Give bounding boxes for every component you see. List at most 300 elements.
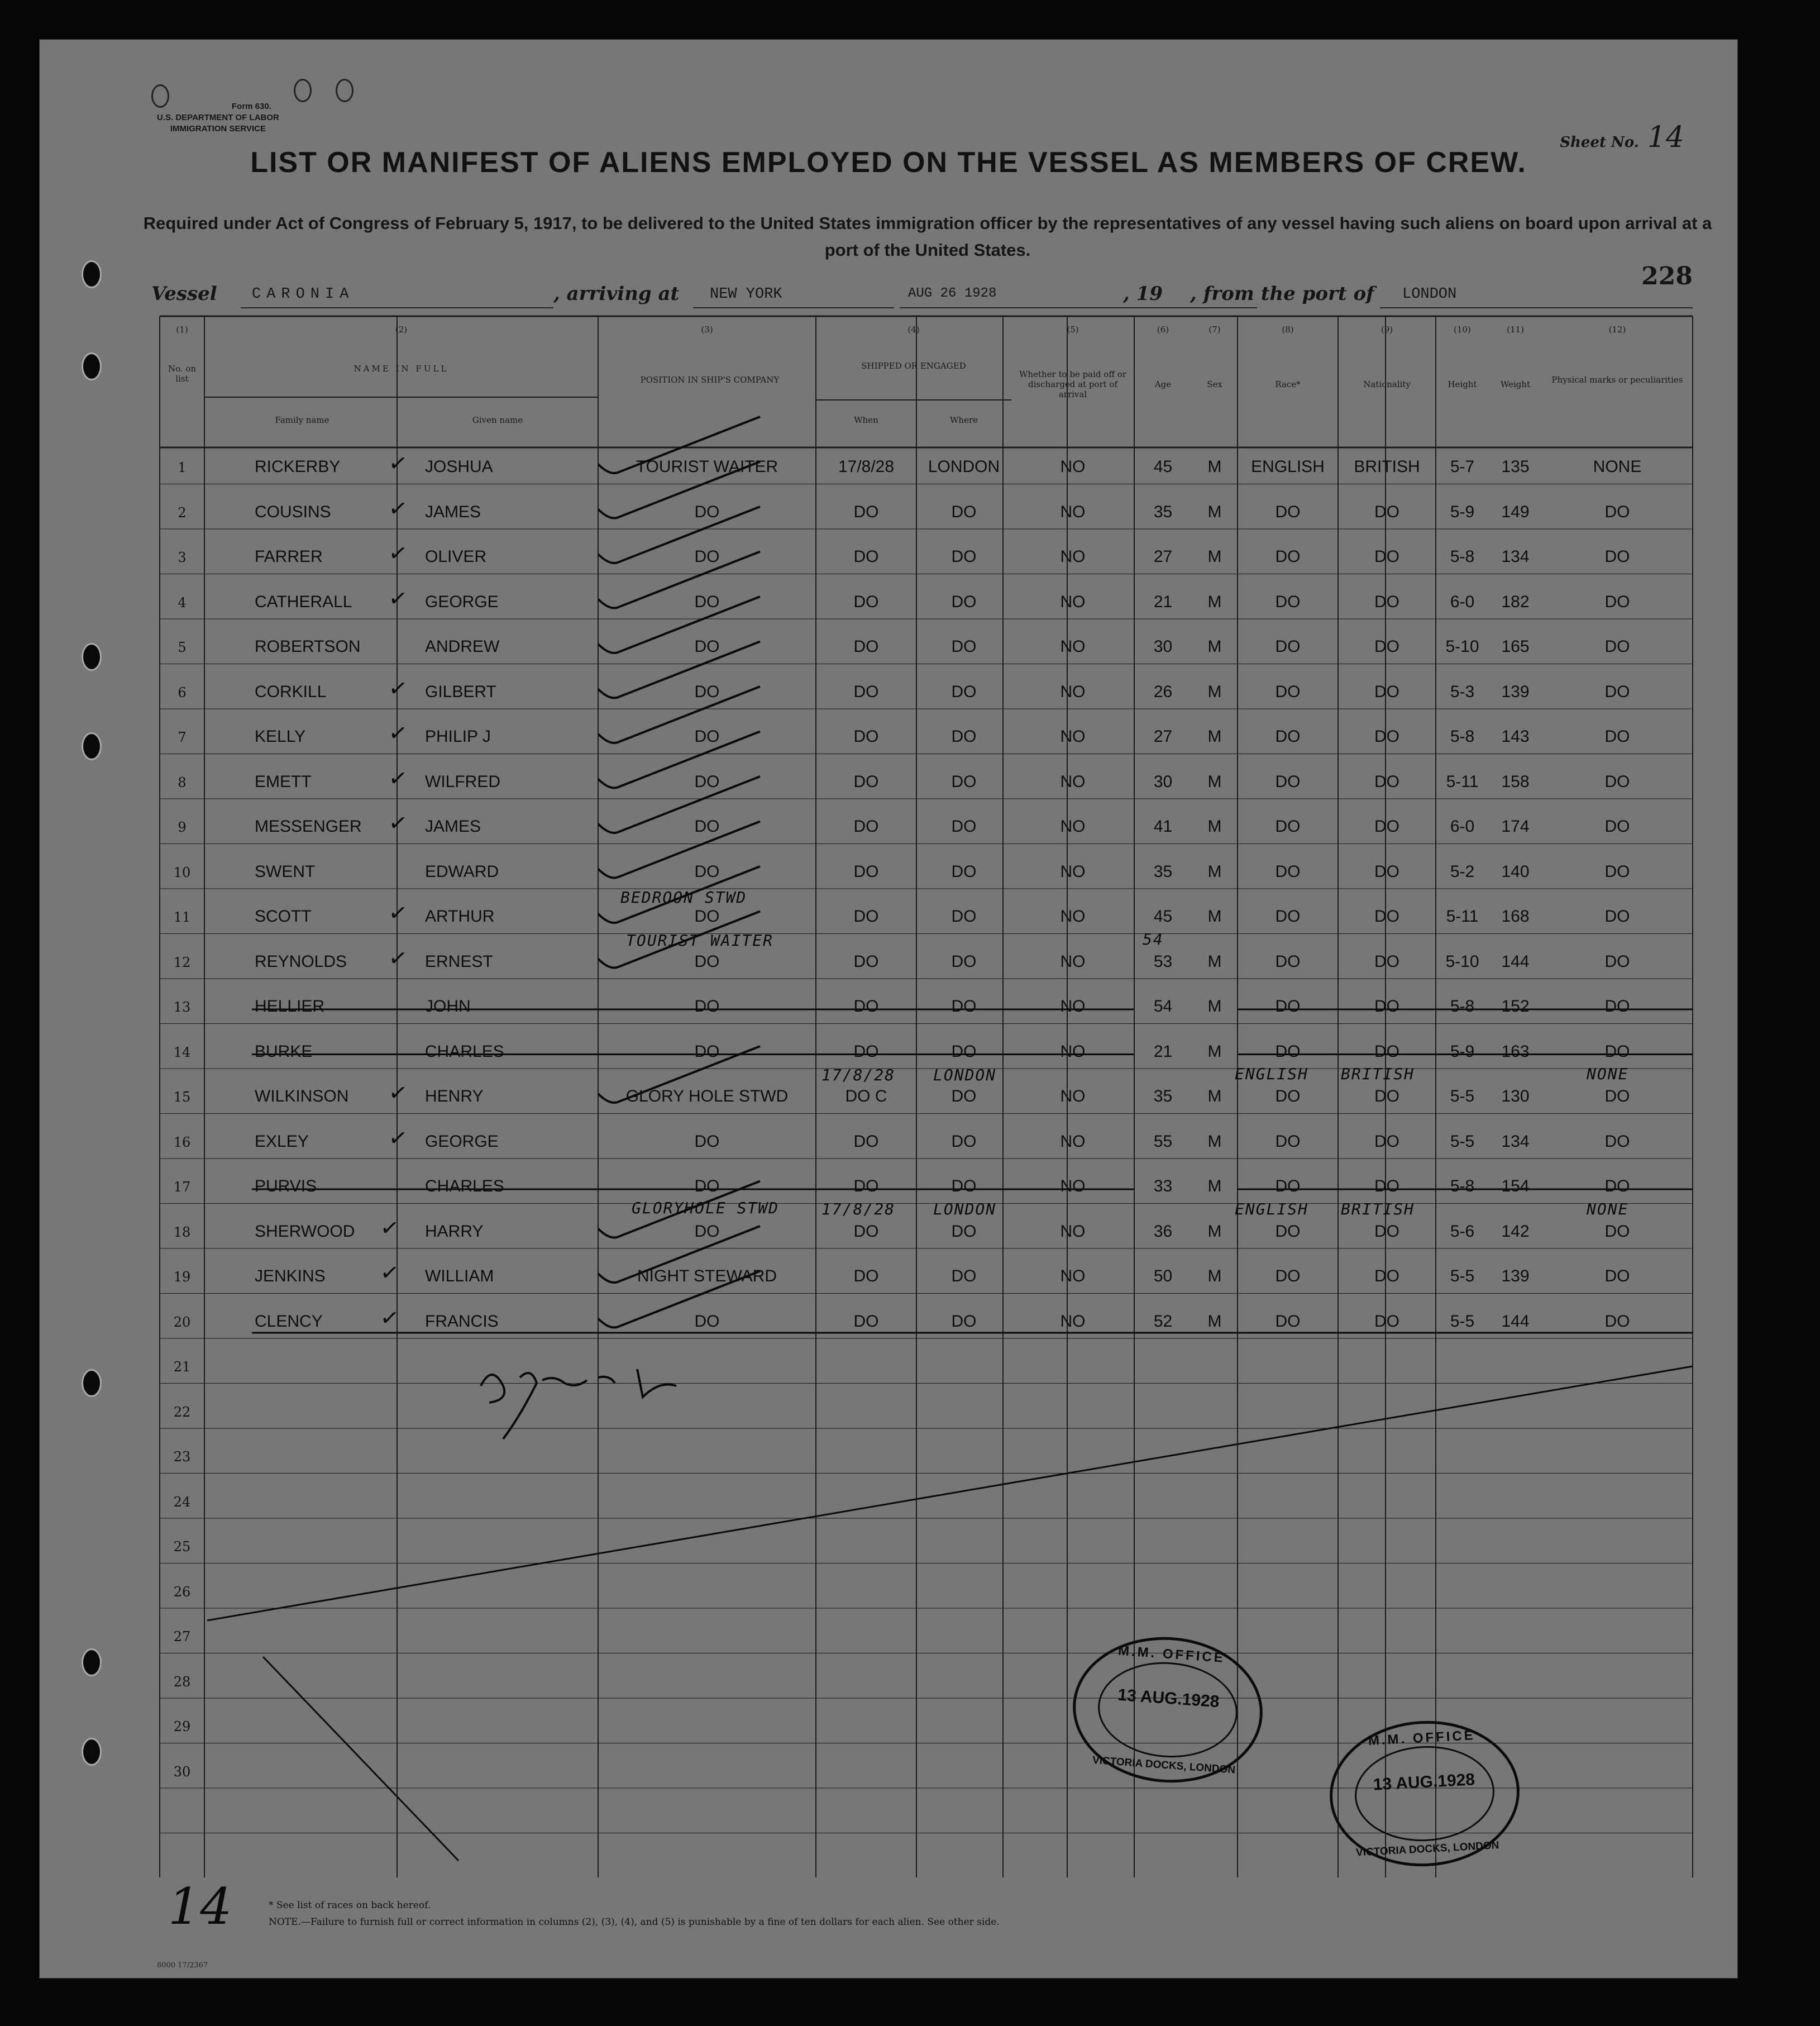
column-number: (4): [907, 325, 920, 335]
family-name-cell: SWENT: [255, 862, 316, 881]
sex-cell: M: [1207, 1132, 1222, 1151]
family-name-cell: KELLY: [255, 727, 306, 746]
check-mark-icon: ✓: [386, 1124, 409, 1152]
handwritten-position: BEDROON STWD: [620, 888, 747, 907]
race-cell: DO: [1275, 772, 1301, 791]
marks-cell: DO: [1604, 817, 1630, 836]
age-cell: 36: [1153, 1222, 1173, 1241]
header-nationality: Nationality: [1363, 379, 1411, 389]
row-number: 5: [178, 640, 187, 655]
height-cell: 5-8: [1450, 1177, 1475, 1195]
given-name-cell: EDWARD: [425, 862, 499, 881]
family-name-cell: CORKILL: [255, 682, 327, 701]
header-age: Age: [1154, 379, 1172, 389]
nationality-cell: DO: [1374, 952, 1399, 971]
paid-off-cell: NO: [1060, 502, 1086, 521]
nationality-cell: DO: [1374, 592, 1399, 611]
age-cell: 45: [1153, 457, 1173, 476]
given-name-cell: JOHN: [425, 997, 471, 1016]
weight-cell: 134: [1501, 1132, 1530, 1151]
when-cell: DO: [853, 1042, 879, 1061]
vessel-label: Vessel: [151, 283, 217, 305]
race-cell: DO: [1275, 907, 1301, 926]
footer-notes: [269, 1897, 1000, 1930]
weight-cell: 154: [1501, 1177, 1530, 1195]
when-cell: DO: [853, 952, 879, 971]
where-cell: DO: [951, 817, 977, 836]
race-cell: DO: [1275, 727, 1301, 746]
weight-cell: 143: [1501, 727, 1530, 746]
vessel-name: CARONIA: [252, 286, 355, 303]
sex-cell: M: [1207, 862, 1222, 881]
marks-cell: DO: [1604, 727, 1630, 746]
family-name-cell: COUSINS: [255, 502, 331, 521]
arriving-label: , arriving at: [553, 283, 680, 305]
where-cell: LONDON: [928, 457, 1000, 476]
column-number: (12): [1608, 325, 1626, 335]
sex-cell: M: [1207, 727, 1222, 746]
position-cell: DO: [694, 997, 720, 1016]
where-cell: DO: [951, 1042, 977, 1061]
height-cell: 6-0: [1450, 817, 1475, 836]
header-name-in-full: NAME IN FULL: [354, 364, 449, 374]
race-cell: DO: [1275, 1087, 1301, 1105]
paid-off-cell: NO: [1060, 1177, 1086, 1195]
when-cell: DO: [853, 997, 879, 1016]
row-number: 7: [178, 730, 187, 745]
nationality-cell: BRITISH: [1354, 457, 1420, 476]
age-cell: 30: [1153, 637, 1173, 656]
weight-cell: 135: [1501, 457, 1530, 476]
row-number: 17: [173, 1179, 191, 1195]
age-cell: 55: [1153, 1132, 1173, 1151]
paid-off-cell: NO: [1060, 1222, 1086, 1241]
when-cell: DO: [853, 682, 879, 701]
nationality-cell: DO: [1374, 682, 1399, 701]
height-cell: 5-8: [1450, 547, 1475, 566]
given-name-cell: GEORGE: [425, 1132, 499, 1151]
paid-off-cell: NO: [1060, 862, 1086, 881]
nationality-cell: DO: [1374, 1132, 1399, 1151]
height-cell: 5-3: [1450, 682, 1475, 701]
form-number: Form 630.: [232, 102, 271, 111]
row-number: 6: [178, 684, 187, 700]
marks-cell: DO: [1604, 1132, 1630, 1151]
row-number: 12: [173, 954, 191, 970]
check-mark-icon: ✓: [386, 539, 409, 568]
vessel-underline: [241, 307, 553, 308]
sex-cell: M: [1207, 637, 1222, 656]
from-underline: [1380, 307, 1693, 308]
service-name: IMMIGRATION SERVICE: [170, 124, 266, 134]
check-mark-icon: ✓: [386, 449, 409, 478]
print-code: 8000 17/2367: [157, 1961, 208, 1970]
weight-cell: 139: [1501, 682, 1530, 701]
marks-cell: DO: [1604, 1267, 1630, 1285]
paid-off-cell: NO: [1060, 772, 1086, 791]
binder-hole: [82, 1648, 102, 1676]
age-cell: 41: [1153, 817, 1173, 836]
handwritten-marks: NONE: [1587, 1065, 1629, 1083]
when-cell: DO: [853, 637, 879, 656]
stamp-top-text: M.M. OFFICE: [1117, 1643, 1226, 1666]
age-cell: 35: [1153, 862, 1173, 881]
race-cell: DO: [1275, 862, 1301, 881]
age-cell: 45: [1153, 907, 1173, 926]
sex-cell: M: [1207, 682, 1222, 701]
weight-cell: 144: [1501, 1312, 1530, 1331]
when-cell: DO: [853, 502, 879, 521]
stamp-date: 13 AUG.1928: [1373, 1770, 1475, 1794]
paid-off-cell: NO: [1060, 457, 1086, 476]
where-cell: DO: [951, 772, 977, 791]
column-number: (2): [395, 325, 408, 335]
family-name-cell: WILKINSON: [255, 1087, 349, 1105]
marks-cell: DO: [1604, 502, 1630, 521]
age-cell: 21: [1153, 1042, 1173, 1061]
paid-off-cell: NO: [1060, 907, 1086, 926]
race-cell: DO: [1275, 1042, 1301, 1061]
sex-cell: M: [1207, 952, 1222, 971]
row-number: 3: [178, 550, 187, 565]
where-cell: DO: [951, 1132, 977, 1151]
check-mark-icon: ✓: [378, 1258, 401, 1288]
handwritten-race: ENGLISH: [1235, 1065, 1309, 1083]
paid-off-cell: NO: [1060, 1087, 1086, 1105]
height-cell: 5-8: [1450, 997, 1475, 1016]
position-cell: DO: [694, 1177, 720, 1195]
when-cell: DO: [853, 862, 879, 881]
where-cell: DO: [951, 637, 977, 656]
marks-cell: DO: [1604, 862, 1630, 881]
weight-cell: 139: [1501, 1267, 1530, 1285]
height-cell: 5-5: [1450, 1267, 1475, 1285]
header-weight: Weight: [1500, 379, 1531, 389]
paid-off-cell: NO: [1060, 1312, 1086, 1331]
race-cell: DO: [1275, 502, 1301, 521]
family-name-cell: HELLIER: [255, 997, 325, 1016]
height-cell: 5-5: [1450, 1312, 1475, 1331]
binder-hole: [82, 1738, 102, 1766]
marks-cell: DO: [1604, 907, 1630, 926]
column-number: (9): [1380, 325, 1393, 335]
where-cell: DO: [951, 1267, 977, 1285]
when-cell: DO: [853, 727, 879, 746]
header-sex: Sex: [1207, 379, 1222, 389]
marks-cell: DO: [1604, 592, 1630, 611]
row-number: 10: [173, 864, 191, 880]
row-number: 26: [173, 1584, 191, 1600]
row-number: 28: [173, 1674, 191, 1690]
nationality-cell: DO: [1374, 1177, 1399, 1195]
header-shipped-engaged: SHIPPED OR ENGAGED: [861, 361, 966, 371]
stamp-bottom-text: VICTORIA DOCKS, LONDON: [1092, 1754, 1236, 1776]
column-number: (6): [1157, 325, 1169, 335]
column-number: (8): [1282, 325, 1294, 335]
height-cell: 5-6: [1450, 1222, 1475, 1241]
family-name-cell: REYNOLDS: [255, 952, 347, 971]
row-number: 14: [173, 1044, 191, 1060]
when-cell: DO C: [845, 1087, 887, 1105]
column-number: (1): [176, 325, 188, 335]
marks-cell: DO: [1604, 772, 1630, 791]
handwritten-when: 17/8/28: [821, 1199, 896, 1218]
nationality-cell: DO: [1374, 547, 1399, 566]
page-title: LIST OR MANIFEST OF ALIENS EMPLOYED ON THE VESSEL AS MEMBERS OF CREW.: [250, 146, 1527, 179]
weight-cell: 165: [1501, 637, 1530, 656]
age-cell: 21: [1153, 592, 1173, 611]
sex-cell: M: [1207, 1042, 1222, 1061]
height-cell: 5-10: [1445, 637, 1479, 656]
paid-off-cell: NO: [1060, 727, 1086, 746]
position-cell: NIGHT STEWARD: [637, 1267, 777, 1285]
race-cell: DO: [1275, 682, 1301, 701]
position-cell: DO: [694, 1222, 720, 1241]
check-mark-icon: ✓: [386, 584, 409, 613]
given-name-cell: HARRY: [425, 1222, 484, 1241]
paid-off-cell: NO: [1060, 637, 1086, 656]
header-family-name: Family name: [275, 415, 329, 425]
row-number: 15: [173, 1089, 191, 1105]
paid-off-cell: NO: [1060, 547, 1086, 566]
binder-hole: [82, 732, 102, 760]
where-cell: DO: [951, 682, 977, 701]
sex-cell: M: [1207, 772, 1222, 791]
marks-cell: DO: [1604, 997, 1630, 1016]
position-cell: DO: [694, 592, 720, 611]
column-number: (7): [1208, 325, 1221, 335]
department-name: U.S. DEPARTMENT OF LABOR: [157, 113, 279, 122]
check-mark-icon: ✓: [386, 899, 409, 928]
vessel-line: [151, 283, 1693, 316]
check-mark-icon: ✓: [386, 674, 409, 703]
header-when: When: [854, 415, 878, 425]
cancel-diagonal-line: [263, 1657, 458, 1861]
age-cell: 26: [1153, 682, 1173, 701]
where-cell: DO: [951, 592, 977, 611]
when-cell: DO: [853, 1132, 879, 1151]
row-number: 8: [178, 774, 187, 790]
binder-hole: [82, 1369, 102, 1397]
weight-cell: 163: [1501, 1042, 1530, 1061]
nationality-cell: DO: [1374, 862, 1399, 881]
punch-hole-mark: [336, 79, 354, 102]
height-cell: 6-0: [1450, 592, 1475, 611]
row-number: 24: [173, 1494, 191, 1510]
office-stamp: [1068, 1631, 1267, 1789]
year-label: , 19: [1123, 283, 1163, 305]
manifest-page-number: 228: [1641, 262, 1693, 290]
position-cell: DO: [694, 862, 720, 881]
where-cell: DO: [951, 997, 977, 1016]
sex-cell: M: [1207, 817, 1222, 836]
where-cell: DO: [951, 907, 977, 926]
paid-off-cell: NO: [1060, 1042, 1086, 1061]
marks-cell: DO: [1604, 1177, 1630, 1195]
row-number: 21: [173, 1359, 191, 1375]
date-underline: [900, 307, 1257, 308]
stamp-bottom-text: VICTORIA DOCKS, LONDON: [1355, 1839, 1499, 1859]
position-cell: DO: [694, 907, 720, 926]
binder-hole: [82, 352, 102, 380]
race-cell: DO: [1275, 592, 1301, 611]
sex-cell: M: [1207, 457, 1222, 476]
family-name-cell: SCOTT: [255, 907, 312, 926]
handwritten-nationality: BRITISH: [1341, 1065, 1415, 1083]
where-cell: DO: [951, 1312, 977, 1331]
height-cell: 5-5: [1450, 1087, 1475, 1105]
height-cell: 5-2: [1450, 862, 1475, 881]
paid-off-cell: NO: [1060, 952, 1086, 971]
weight-cell: 140: [1501, 862, 1530, 881]
row-number: 13: [173, 999, 191, 1015]
sex-cell: M: [1207, 1267, 1222, 1285]
given-name-cell: ARTHUR: [425, 907, 495, 926]
race-cell: DO: [1275, 1222, 1301, 1241]
arriving-port: NEW YORK: [710, 286, 782, 303]
marks-cell: DO: [1604, 1087, 1630, 1105]
age-cell: 54: [1153, 997, 1173, 1016]
family-name-cell: PURVIS: [255, 1177, 317, 1195]
sex-cell: M: [1207, 997, 1222, 1016]
given-name-cell: JAMES: [425, 502, 481, 521]
row-number: 25: [173, 1539, 191, 1555]
height-cell: 5-9: [1450, 502, 1475, 521]
weight-cell: 182: [1501, 592, 1530, 611]
column-number: (5): [1067, 325, 1079, 335]
height-cell: 5-10: [1445, 952, 1479, 971]
signature-scribble: [481, 1369, 676, 1439]
sheet-number: 14: [1647, 121, 1684, 154]
stamp-top-text: M.M. OFFICE: [1368, 1728, 1476, 1749]
manifest-sheet: [39, 39, 1738, 1979]
row-number: 9: [178, 819, 187, 835]
nationality-cell: DO: [1374, 1267, 1399, 1285]
race-cell: DO: [1275, 997, 1301, 1016]
position-cell: DO: [694, 1312, 720, 1331]
position-cell: DO: [694, 772, 720, 791]
sex-cell: M: [1207, 1312, 1222, 1331]
marks-cell: NONE: [1593, 457, 1642, 476]
marks-cell: DO: [1604, 637, 1630, 656]
header-given-name: Given name: [472, 415, 523, 425]
port-underline: [693, 307, 894, 308]
age-cell: 52: [1153, 1312, 1173, 1331]
nationality-cell: DO: [1374, 1312, 1399, 1331]
weight-cell: 130: [1501, 1087, 1530, 1105]
position-cell: DO: [694, 637, 720, 656]
when-cell: DO: [853, 547, 879, 566]
height-cell: 5-11: [1446, 772, 1479, 791]
sex-cell: M: [1207, 1087, 1222, 1105]
row-number: 1: [178, 460, 187, 475]
family-name-cell: ROBERTSON: [255, 637, 361, 656]
where-cell: DO: [951, 502, 977, 521]
given-name-cell: JOSHUA: [425, 457, 493, 476]
where-cell: DO: [951, 1177, 977, 1195]
where-cell: DO: [951, 952, 977, 971]
row-number: 27: [173, 1629, 191, 1644]
nationality-cell: DO: [1374, 817, 1399, 836]
height-cell: 5-11: [1446, 907, 1479, 926]
given-name-cell: ERNEST: [425, 952, 493, 971]
when-cell: DO: [853, 1222, 879, 1241]
where-cell: DO: [951, 547, 977, 566]
check-mark-icon: ✓: [378, 1304, 401, 1332]
sheet-label: Sheet No.: [1560, 134, 1639, 151]
nationality-cell: DO: [1374, 637, 1399, 656]
given-name-cell: WILLIAM: [425, 1267, 494, 1285]
row-number: 4: [178, 594, 187, 611]
race-cell: ENGLISH: [1251, 457, 1325, 476]
height-cell: 5-7: [1450, 457, 1475, 476]
sex-cell: M: [1207, 547, 1222, 566]
handwritten-race: ENGLISH: [1235, 1199, 1309, 1218]
position-cell: DO: [694, 502, 720, 521]
nationality-cell: DO: [1374, 1222, 1399, 1241]
header-paid-off: Whether to be paid off or discharged at port of arrival: [1019, 369, 1126, 399]
family-name-cell: RICKERBY: [255, 457, 341, 476]
paid-off-cell: NO: [1060, 997, 1086, 1016]
check-mark-icon: ✓: [386, 809, 409, 838]
position-cell: DO: [694, 1132, 720, 1151]
age-cell: 33: [1153, 1177, 1173, 1195]
given-name-cell: ANDREW: [425, 637, 500, 656]
header-height: Height: [1448, 379, 1477, 389]
sex-cell: M: [1207, 1222, 1222, 1241]
position-cell: TOURIST WAITER: [636, 457, 778, 476]
header-where: Where: [949, 415, 978, 425]
binder-hole: [82, 260, 102, 288]
race-cell: DO: [1275, 547, 1301, 566]
nationality-cell: DO: [1374, 997, 1399, 1016]
when-cell: DO: [853, 907, 879, 926]
row-number: 2: [178, 504, 187, 521]
given-name-cell: CHARLES: [425, 1042, 504, 1061]
header-position: POSITION IN SHIP'S COMPANY: [640, 375, 780, 385]
check-mark-icon: ✓: [386, 764, 409, 793]
weight-cell: 174: [1501, 817, 1530, 836]
marks-cell: DO: [1604, 547, 1630, 566]
handwritten-where: LONDON: [933, 1199, 997, 1218]
family-name-cell: JENKINS: [255, 1267, 326, 1285]
footnote-races: * See list of races on back hereof.: [269, 1900, 431, 1911]
race-cell: DO: [1275, 1267, 1301, 1285]
age-cell: 35: [1153, 502, 1173, 521]
family-name-cell: MESSENGER: [255, 817, 362, 836]
position-cell: DO: [694, 727, 720, 746]
race-cell: DO: [1275, 1132, 1301, 1151]
sex-cell: M: [1207, 1177, 1222, 1195]
nationality-cell: DO: [1374, 502, 1399, 521]
where-cell: DO: [951, 1087, 977, 1105]
paid-off-cell: NO: [1060, 682, 1086, 701]
age-cell: 27: [1153, 547, 1173, 566]
header-marks: Physical marks or peculiarities: [1551, 375, 1683, 385]
where-cell: DO: [951, 1222, 977, 1241]
handwritten-page-number: 14: [168, 1877, 232, 1936]
marks-cell: DO: [1604, 1222, 1630, 1241]
when-cell: DO: [853, 1267, 879, 1285]
handwritten-when: 17/8/28: [821, 1066, 896, 1084]
given-name-cell: CHARLES: [425, 1177, 504, 1195]
when-cell: 17/8/28: [838, 457, 895, 476]
weight-cell: 149: [1501, 502, 1530, 521]
when-cell: DO: [853, 1312, 879, 1331]
weight-cell: 134: [1501, 547, 1530, 566]
race-cell: DO: [1275, 637, 1301, 656]
form-header: [157, 101, 279, 135]
